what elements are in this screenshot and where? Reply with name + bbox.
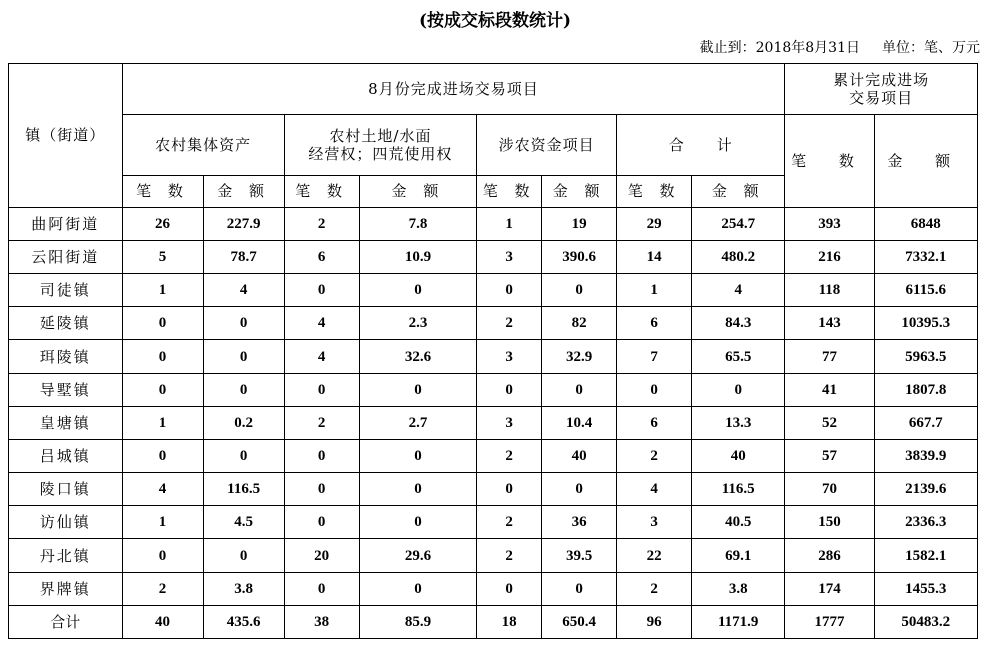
transaction-table — [8, 63, 978, 639]
table-cell: 6 — [284, 240, 359, 273]
table-cell: 0 — [542, 373, 617, 406]
table-cell: 1777 — [785, 605, 874, 638]
table-cell: 227.9 — [203, 207, 284, 240]
table-cell: 1455.3 — [874, 572, 977, 605]
table-cell: 57 — [785, 439, 874, 472]
table-cell: 0 — [477, 373, 542, 406]
header-amount: 金 额 — [203, 175, 284, 207]
table-cell: 0 — [359, 506, 477, 539]
table-cell: 0 — [692, 373, 785, 406]
table-row — [9, 207, 978, 240]
table-cell: 1 — [122, 274, 203, 307]
table-row — [9, 473, 978, 506]
table-cell: 1 — [122, 406, 203, 439]
table-cell: 2 — [477, 439, 542, 472]
table-cell: 1807.8 — [874, 373, 977, 406]
table-cell: 96 — [617, 605, 692, 638]
table-row — [9, 572, 978, 605]
town-name: 导墅镇 — [9, 373, 123, 406]
table-cell: 22 — [617, 539, 692, 572]
table-cell: 0 — [203, 373, 284, 406]
table-cell: 50483.2 — [874, 605, 977, 638]
table-cell: 2 — [477, 506, 542, 539]
table-cell: 2 — [477, 307, 542, 340]
cutoff-date: 截止到：2018年8月31日 — [699, 40, 860, 56]
header-cumulative — [785, 64, 978, 115]
table-cell: 40 — [692, 439, 785, 472]
table-cell: 2 — [284, 406, 359, 439]
table-cell: 32.6 — [359, 340, 477, 373]
town-name: 皇塘镇 — [9, 406, 123, 439]
table-cell: 4 — [284, 340, 359, 373]
table-cell: 4 — [122, 473, 203, 506]
table-cell: 0 — [359, 473, 477, 506]
header-amount: 金 额 — [542, 175, 617, 207]
header-agri-funds: 涉农资金项目 — [477, 115, 617, 175]
table-cell: 36 — [542, 506, 617, 539]
table-cell: 0 — [359, 274, 477, 307]
table-cell: 1 — [122, 506, 203, 539]
table-cell: 4 — [692, 274, 785, 307]
table-row — [9, 274, 978, 307]
table-cell: 38 — [284, 605, 359, 638]
table-cell: 0 — [477, 274, 542, 307]
table-cell: 150 — [785, 506, 874, 539]
table-cell: 82 — [542, 307, 617, 340]
table-cell: 0 — [203, 439, 284, 472]
header-land-water-line2: 经营权；四荒使用权 — [308, 144, 453, 163]
table-cell: 0 — [284, 274, 359, 307]
table-cell: 0 — [617, 373, 692, 406]
table-cell: 0 — [122, 439, 203, 472]
town-name: 延陵镇 — [9, 307, 123, 340]
table-cell: 2.3 — [359, 307, 477, 340]
table-cell: 7.8 — [359, 207, 477, 240]
town-name: 司徒镇 — [9, 274, 123, 307]
town-name: 界牌镇 — [9, 572, 123, 605]
table-cell: 116.5 — [203, 473, 284, 506]
table-cell: 70 — [785, 473, 874, 506]
table-cell: 2 — [617, 572, 692, 605]
header-collective-assets: 农村集体资产 — [122, 115, 284, 175]
table-cell: 4.5 — [203, 506, 284, 539]
header-cum-amount: 金 额 — [874, 115, 977, 207]
table-cell: 65.5 — [692, 340, 785, 373]
table-cell: 480.2 — [692, 240, 785, 273]
table-cell: 10395.3 — [874, 307, 977, 340]
table-cell: 650.4 — [542, 605, 617, 638]
header-amount: 金 额 — [359, 175, 477, 207]
table-cell: 3.8 — [203, 572, 284, 605]
table-cell: 29 — [617, 207, 692, 240]
table-cell: 3 — [477, 240, 542, 273]
table-cell: 20 — [284, 539, 359, 572]
table-cell: 0 — [284, 572, 359, 605]
table-title: (按成交标段数统计) — [418, 11, 572, 31]
table-cell: 40.5 — [692, 506, 785, 539]
table-cell: 0 — [359, 439, 477, 472]
table-cell: 0 — [203, 307, 284, 340]
table-cell: 40 — [122, 605, 203, 638]
table-cell: 286 — [785, 539, 874, 572]
header-cum-count: 笔 数 — [785, 115, 874, 207]
town-name: 云阳街道 — [9, 240, 123, 273]
table-cell: 143 — [785, 307, 874, 340]
table-cell: 2 — [477, 539, 542, 572]
table-cell: 0 — [359, 572, 477, 605]
table-cell: 32.9 — [542, 340, 617, 373]
table-cell: 2 — [122, 572, 203, 605]
table-cell: 3 — [477, 340, 542, 373]
table-row — [9, 373, 978, 406]
table-cell: 2 — [284, 207, 359, 240]
table-cell: 435.6 — [203, 605, 284, 638]
header-month: 8月份完成进场交易项目 — [122, 64, 785, 115]
table-cell: 0 — [284, 439, 359, 472]
table-cell: 0 — [122, 340, 203, 373]
table-body — [9, 207, 978, 605]
table-cell: 6115.6 — [874, 274, 977, 307]
table-cell: 0 — [542, 572, 617, 605]
header-land-water-line1: 农村土地/水面 — [329, 126, 432, 145]
header-town: 镇（街道） — [9, 64, 123, 208]
table-cell: 2336.3 — [874, 506, 977, 539]
table-cell: 3 — [477, 406, 542, 439]
table-cell: 0.2 — [203, 406, 284, 439]
town-name: 陵口镇 — [9, 473, 123, 506]
table-cell: 84.3 — [692, 307, 785, 340]
table-cell: 4 — [617, 473, 692, 506]
table-cell: 7332.1 — [874, 240, 977, 273]
town-name: 访仙镇 — [9, 506, 123, 539]
table-cell: 6848 — [874, 207, 977, 240]
table-row — [9, 340, 978, 373]
table-cell: 7 — [617, 340, 692, 373]
header-cumulative-line1: 累计完成进场 — [833, 71, 930, 90]
table-cell: 1582.1 — [874, 539, 977, 572]
table-cell: 39.5 — [542, 539, 617, 572]
table-cell: 390.6 — [542, 240, 617, 273]
table-cell: 18 — [477, 605, 542, 638]
table-cell: 0 — [122, 373, 203, 406]
table-cell: 52 — [785, 406, 874, 439]
table-cell: 0 — [359, 373, 477, 406]
table-cell: 116.5 — [692, 473, 785, 506]
table-cell: 5963.5 — [874, 340, 977, 373]
town-name: 吕城镇 — [9, 439, 123, 472]
table-cell: 2 — [617, 439, 692, 472]
total-row — [9, 605, 978, 638]
table-cell: 40 — [542, 439, 617, 472]
table-cell: 19 — [542, 207, 617, 240]
table-cell: 13.3 — [692, 406, 785, 439]
table-row — [9, 506, 978, 539]
table-cell: 1 — [617, 274, 692, 307]
table-cell: 393 — [785, 207, 874, 240]
table-cell: 14 — [617, 240, 692, 273]
table-cell: 69.1 — [692, 539, 785, 572]
table-row — [9, 539, 978, 572]
table-cell: 1171.9 — [692, 605, 785, 638]
table-cell: 0 — [122, 307, 203, 340]
table-cell: 10.9 — [359, 240, 477, 273]
table-cell: 2.7 — [359, 406, 477, 439]
header-cumulative-line2: 交易项目 — [849, 89, 914, 108]
table-cell: 174 — [785, 572, 874, 605]
header-count: 笔 数 — [122, 175, 203, 207]
table-cell: 0 — [284, 506, 359, 539]
table-cell: 667.7 — [874, 406, 977, 439]
header-subtotal: 合 计 — [617, 115, 785, 175]
table-cell: 78.7 — [203, 240, 284, 273]
table-cell: 5 — [122, 240, 203, 273]
table-cell: 6 — [617, 406, 692, 439]
header-land-water — [284, 115, 477, 175]
table-cell: 0 — [542, 274, 617, 307]
town-name: 曲阿街道 — [9, 207, 123, 240]
table-cell: 0 — [477, 572, 542, 605]
total-label: 合计 — [9, 605, 123, 638]
table-cell: 0 — [477, 473, 542, 506]
table-row — [9, 439, 978, 472]
table-cell: 41 — [785, 373, 874, 406]
table-cell: 3839.9 — [874, 439, 977, 472]
table-cell: 10.4 — [542, 406, 617, 439]
table-cell: 0 — [122, 539, 203, 572]
table-row — [9, 406, 978, 439]
header-count: 笔 数 — [477, 175, 542, 207]
table-cell: 26 — [122, 207, 203, 240]
town-name: 丹北镇 — [9, 539, 123, 572]
header-count: 笔 数 — [617, 175, 692, 207]
table-cell: 0 — [203, 340, 284, 373]
town-name: 珥陵镇 — [9, 340, 123, 373]
table-cell: 4 — [284, 307, 359, 340]
table-cell: 4 — [203, 274, 284, 307]
table-cell: 3 — [617, 506, 692, 539]
table-cell: 254.7 — [692, 207, 785, 240]
table-cell: 3.8 — [692, 572, 785, 605]
table-cell: 2139.6 — [874, 473, 977, 506]
header-count: 笔 数 — [284, 175, 359, 207]
header-amount: 金 额 — [692, 175, 785, 207]
table-cell: 6 — [617, 307, 692, 340]
unit-label: 单位：笔、万元 — [882, 40, 980, 56]
table-cell: 29.6 — [359, 539, 477, 572]
table-note — [678, 37, 980, 57]
table-cell: 118 — [785, 274, 874, 307]
table-cell: 0 — [284, 473, 359, 506]
table-cell: 216 — [785, 240, 874, 273]
table-cell: 0 — [203, 539, 284, 572]
table-cell: 0 — [542, 473, 617, 506]
table-cell: 77 — [785, 340, 874, 373]
table-row — [9, 240, 978, 273]
table-row — [9, 307, 978, 340]
table-cell: 0 — [284, 373, 359, 406]
table-cell: 1 — [477, 207, 542, 240]
table-cell: 85.9 — [359, 605, 477, 638]
